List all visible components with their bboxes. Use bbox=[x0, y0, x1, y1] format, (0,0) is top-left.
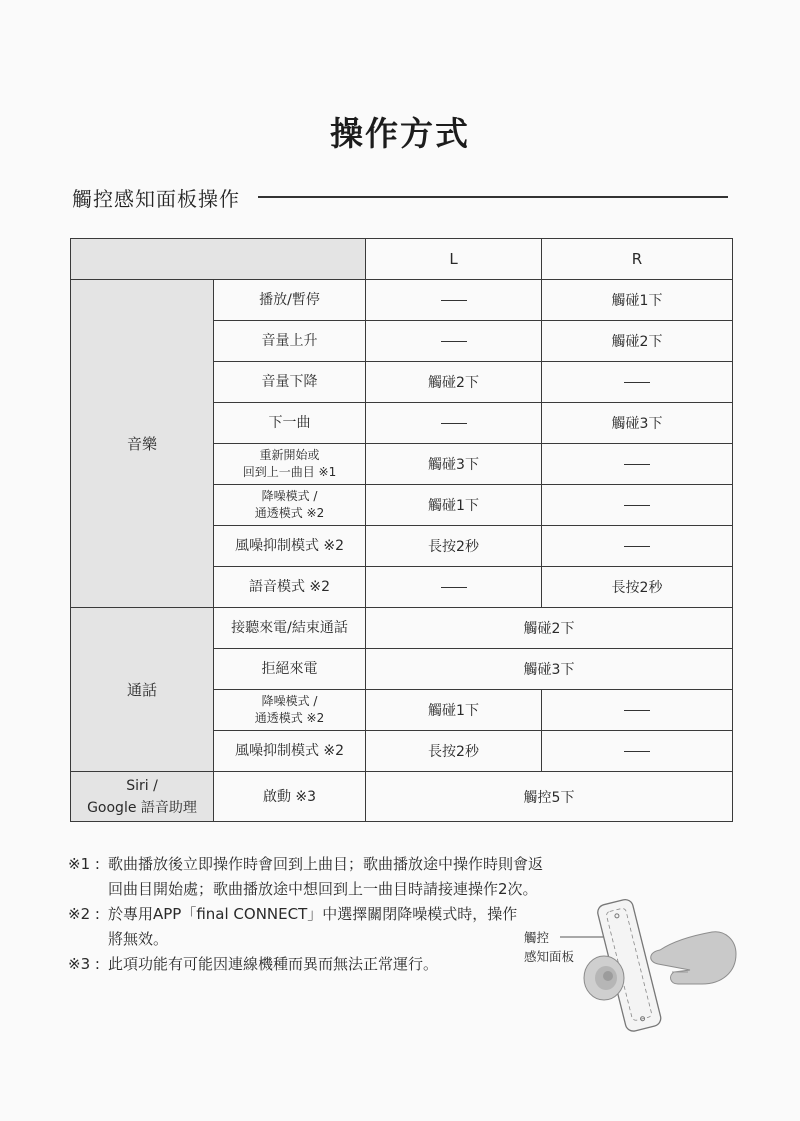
table-header-row bbox=[71, 239, 733, 280]
op-label-line2: 通透模式 ※2 bbox=[254, 711, 325, 725]
left-cell bbox=[366, 567, 542, 608]
dash-mark bbox=[441, 587, 467, 588]
section-title: 觸控感知面板操作 bbox=[72, 187, 240, 211]
op-label: 風噪抑制模式 ※2 bbox=[214, 731, 366, 772]
footnote-text: 歌曲播放後立即操作時會回到上曲目；歌曲播放途中操作時則會返回曲目開始處；歌曲播放途中想回到上一曲目時請接連操作2次。 bbox=[108, 855, 544, 898]
both-cell: 觸控5下 bbox=[366, 772, 733, 822]
dash-mark bbox=[624, 751, 650, 752]
op-label: 風噪抑制模式 ※2 bbox=[214, 526, 366, 567]
section-divider bbox=[258, 196, 728, 198]
group-assistant bbox=[71, 772, 214, 822]
op-label: 拒絕來電 bbox=[214, 649, 366, 690]
operations-table bbox=[70, 238, 733, 822]
both-cell: 觸碰2下 bbox=[366, 608, 733, 649]
right-cell bbox=[542, 444, 733, 485]
op-label-line1: 降噪模式 / bbox=[261, 489, 318, 503]
right-cell: 長按2秒 bbox=[542, 567, 733, 608]
right-cell bbox=[542, 526, 733, 567]
ear-tip bbox=[584, 956, 624, 1000]
dash-mark bbox=[624, 505, 650, 506]
footnote-text: 於專用APP「final CONNECT」中選擇關閉降噪模式時，操作將無效。 bbox=[108, 905, 518, 948]
dash-mark bbox=[624, 546, 650, 547]
op-label: 接聽來電/結束通話 bbox=[214, 608, 366, 649]
op-label bbox=[214, 444, 366, 485]
dash-mark bbox=[441, 423, 467, 424]
right-cell bbox=[542, 731, 733, 772]
earbud-touch-illustration bbox=[560, 880, 740, 1040]
left-cell bbox=[366, 403, 542, 444]
footnotes bbox=[68, 852, 548, 977]
table-row bbox=[71, 280, 733, 321]
left-cell bbox=[366, 321, 542, 362]
dash-mark bbox=[441, 300, 467, 301]
dash-mark bbox=[441, 341, 467, 342]
left-cell: 觸碰1下 bbox=[366, 485, 542, 526]
left-cell: 觸碰1下 bbox=[366, 690, 542, 731]
op-label-line2: 回到上一曲目 ※1 bbox=[242, 465, 337, 479]
op-label-line2: 通透模式 ※2 bbox=[254, 506, 325, 520]
footnote-1 bbox=[68, 852, 548, 902]
right-cell bbox=[542, 362, 733, 403]
dash-mark bbox=[624, 464, 650, 465]
group-assistant-line1: Siri / bbox=[126, 777, 158, 794]
footnote-text: 此項功能有可能因連線機種而異而無法正常運行。 bbox=[108, 955, 439, 973]
group-assistant-line2: Google 語音助理 bbox=[87, 799, 197, 816]
op-label: 音量上升 bbox=[214, 321, 366, 362]
right-cell: 觸碰2下 bbox=[542, 321, 733, 362]
footnote-mark: ※1 : bbox=[68, 855, 100, 873]
left-cell bbox=[366, 280, 542, 321]
dash-mark bbox=[624, 382, 650, 383]
left-cell: 長按2秒 bbox=[366, 526, 542, 567]
group-music: 音樂 bbox=[71, 280, 214, 608]
op-label: 啟動 ※3 bbox=[214, 772, 366, 822]
page-title: 操作方式 bbox=[330, 114, 470, 153]
op-label-line1: 降噪模式 / bbox=[261, 694, 318, 708]
op-label bbox=[214, 690, 366, 731]
left-cell: 觸碰3下 bbox=[366, 444, 542, 485]
left-cell: 長按2秒 bbox=[366, 731, 542, 772]
callout-line2: 感知面板 bbox=[524, 949, 575, 964]
table-row bbox=[71, 608, 733, 649]
op-label: 語音模式 ※2 bbox=[214, 567, 366, 608]
right-cell bbox=[542, 485, 733, 526]
dash-mark bbox=[624, 710, 650, 711]
right-cell bbox=[542, 690, 733, 731]
op-label-line1: 重新開始或 bbox=[259, 448, 320, 462]
both-cell: 觸碰3下 bbox=[366, 649, 733, 690]
header-blank-cell bbox=[71, 239, 366, 280]
header-right: R bbox=[542, 239, 733, 280]
footnote-3 bbox=[68, 952, 548, 977]
footnote-mark: ※3 : bbox=[68, 955, 100, 973]
left-cell: 觸碰2下 bbox=[366, 362, 542, 403]
op-label: 播放/暫停 bbox=[214, 280, 366, 321]
right-cell: 觸碰3下 bbox=[542, 403, 733, 444]
hand-icon bbox=[651, 932, 736, 984]
header-left: L bbox=[366, 239, 542, 280]
footnote-2 bbox=[68, 902, 548, 952]
right-cell: 觸碰1下 bbox=[542, 280, 733, 321]
op-label bbox=[214, 485, 366, 526]
group-call: 通話 bbox=[71, 608, 214, 772]
footnote-mark: ※2 : bbox=[68, 905, 100, 923]
table-row bbox=[71, 772, 733, 822]
callout-line1: 觸控 bbox=[524, 930, 550, 945]
op-label: 音量下降 bbox=[214, 362, 366, 403]
op-label: 下一曲 bbox=[214, 403, 366, 444]
